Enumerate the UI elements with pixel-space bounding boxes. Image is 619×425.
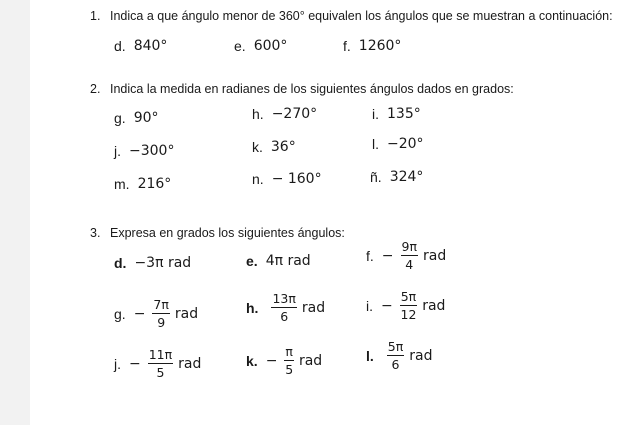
- item-label: d.: [114, 38, 126, 54]
- unit-label: rad: [409, 347, 433, 364]
- minus-sign: −: [129, 355, 141, 372]
- item-label: i.: [366, 297, 373, 314]
- denominator: 12: [400, 306, 417, 322]
- unit-label: rad: [298, 352, 323, 369]
- item-label: g.: [114, 305, 126, 322]
- fraction: [148, 348, 173, 380]
- fraction: [400, 290, 417, 322]
- exercise-item: [372, 106, 421, 122]
- numerator: π: [285, 344, 293, 359]
- item-value: 90°: [133, 110, 159, 126]
- item-value: −270°: [271, 106, 318, 122]
- item-value: − 160°: [271, 171, 322, 187]
- item-value: 600°: [253, 38, 288, 54]
- fraction: [271, 292, 296, 324]
- minus-sign: −: [265, 352, 278, 369]
- exercise-item: [252, 171, 322, 187]
- numerator: 5π: [400, 289, 417, 304]
- exercise-item: [114, 143, 174, 159]
- item-label: l.: [366, 347, 374, 364]
- exercise-item: [234, 38, 287, 54]
- item-value: −300°: [129, 143, 175, 159]
- minus-sign: −: [381, 247, 394, 264]
- exercise-item: [246, 253, 311, 269]
- fraction: [401, 240, 418, 272]
- exercise-item: [114, 176, 171, 192]
- question-number: 3.: [90, 226, 101, 240]
- numerator: 13π: [272, 291, 296, 306]
- item-value: 840°: [133, 38, 168, 54]
- denominator: 4: [405, 256, 414, 272]
- exercise-item: [370, 169, 423, 185]
- item-label: d.: [114, 255, 127, 271]
- item-label: n.: [252, 171, 264, 187]
- denominator: 9: [157, 314, 166, 330]
- exercise-item: [366, 240, 446, 272]
- exercise-item: [252, 139, 296, 155]
- item-label: e.: [246, 253, 258, 269]
- denominator: 6: [391, 356, 400, 372]
- item-label: h.: [246, 299, 259, 316]
- exercise-item: [372, 136, 424, 152]
- item-label: j.: [114, 143, 121, 159]
- minus-sign: −: [381, 297, 393, 314]
- fraction: [284, 345, 294, 377]
- item-value: −3π rad: [134, 255, 192, 271]
- exercise-item: [114, 38, 167, 54]
- exercise-item: [114, 110, 159, 126]
- item-label: m.: [114, 176, 130, 192]
- item-label: f.: [366, 247, 374, 264]
- exercise-item: [246, 345, 322, 377]
- question-number: 2.: [90, 82, 101, 96]
- item-label: f.: [343, 38, 351, 54]
- item-value: 4π rad: [265, 253, 311, 269]
- unit-label: rad: [301, 299, 326, 316]
- exercise-item: [114, 255, 191, 271]
- question-text: Expresa en grados los siguientes ángulos:: [110, 226, 345, 240]
- unit-label: rad: [422, 297, 446, 314]
- item-label: ñ.: [370, 169, 382, 185]
- unit-label: rad: [178, 355, 202, 372]
- unit-label: rad: [423, 247, 447, 264]
- item-label: j.: [114, 355, 121, 372]
- item-value: 1260°: [358, 38, 402, 54]
- question-number: 1.: [90, 9, 101, 23]
- exercise-item: [114, 298, 198, 330]
- fraction: [387, 340, 404, 372]
- item-value: −20°: [387, 136, 424, 152]
- exercise-item: [114, 348, 201, 380]
- item-value: 135°: [387, 106, 421, 122]
- unit-label: rad: [174, 305, 199, 322]
- worksheet-page: [30, 0, 619, 425]
- denominator: 6: [280, 308, 289, 324]
- item-label: g.: [114, 110, 126, 126]
- exercise-item: [252, 106, 317, 122]
- item-label: h.: [252, 106, 264, 122]
- numerator: 11π: [148, 347, 173, 362]
- exercise-item: [366, 340, 433, 372]
- item-value: 216°: [137, 176, 172, 192]
- item-label: e.: [234, 38, 246, 54]
- exercise-item: [366, 290, 445, 322]
- exercise-item: [343, 38, 401, 54]
- question-text: Indica a que ángulo menor de 360° equivalen los ángulos que se muestran a continuación:: [110, 9, 613, 23]
- fraction: [152, 298, 169, 330]
- item-value: 324°: [389, 169, 424, 185]
- numerator: 5π: [387, 339, 404, 354]
- denominator: 5: [156, 364, 165, 380]
- denominator: 5: [285, 361, 294, 377]
- item-label: i.: [372, 106, 379, 122]
- minus-sign: −: [133, 305, 146, 322]
- numerator: 9π: [401, 239, 417, 254]
- item-label: l.: [372, 136, 379, 152]
- numerator: 7π: [153, 297, 169, 312]
- item-label: k.: [246, 352, 258, 369]
- item-label: k.: [252, 139, 263, 155]
- item-value: 36°: [270, 139, 296, 155]
- question-text: Indica la medida en radianes de los siguientes ángulos dados en grados:: [110, 82, 514, 96]
- exercise-item: [246, 292, 325, 324]
